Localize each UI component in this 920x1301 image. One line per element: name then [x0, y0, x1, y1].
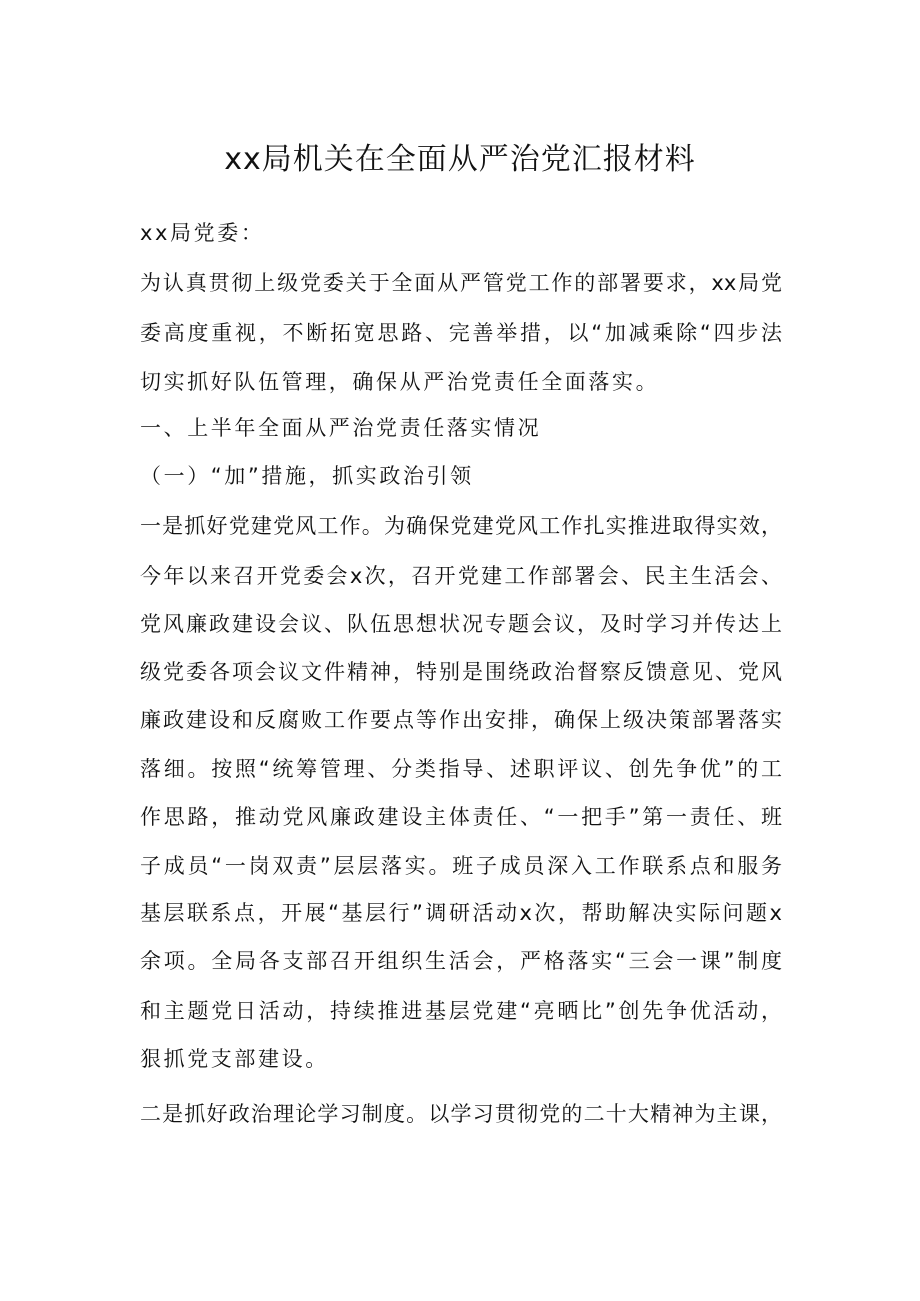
paragraph1-line-11: 和主题党日活动，持续推进基层党建“亮晒比”创先争优活动，	[140, 999, 782, 1023]
intro-line-1: 为认真贯彻上级党委关于全面从严管党工作的部署要求，xx局党	[140, 271, 782, 295]
paragraph1-line-4: 级党委各项会议文件精神，特别是围绕政治督察反馈意见、党风	[140, 660, 782, 684]
paragraph1-line-8: 子成员“一岗双责”层层落实。班子成员深入工作联系点和服务	[140, 854, 782, 878]
intro-line-2: 委高度重视，不断拓宽思路、完善举措，以“加减乘除“四步法	[140, 321, 782, 345]
section-heading: 一、上半年全面从严治党责任落实情况	[140, 416, 542, 440]
paragraph1-line-12: 狠抓党支部建设。	[140, 1047, 329, 1071]
document-title: xx局机关在全面从严治党汇报材料	[224, 142, 696, 177]
paragraph1-line-6: 落细。按照“统筹管理、分类指导、述职评议、创先争优”的工	[140, 757, 782, 781]
paragraph1-line-10: 余项。全局各支部召开组织生活会，严格落实“三会一课”制度	[140, 949, 782, 973]
salutation: xx局党委：	[140, 221, 265, 245]
intro-line-3: 切实抓好队伍管理，确保从严治党责任全面落实。	[140, 370, 660, 394]
paragraph1-line-9: 基层联系点，开展“基层行”调研活动x次，帮助解决实际问题x	[140, 901, 782, 925]
paragraph1-line-2: 今年以来召开党委会x次，召开党建工作部署会、民主生活会、	[140, 564, 782, 588]
paragraph1-line-7: 作思路，推动党风廉政建设主体责任、“一把手”第一责任、班	[140, 805, 782, 829]
paragraph1-line-5: 廉政建设和反腐败工作要点等作出安排，确保上级决策部署落实	[140, 708, 782, 732]
paragraph1-line-3: 党风廉政建设会议、队伍思想状况专题会议，及时学习并传达上	[140, 612, 782, 636]
paragraph2-line-1: 二是抓好政治理论学习制度。以学习贯彻党的二十大精神为主课，	[140, 1102, 782, 1126]
subsection-heading: （一）“加”措施，抓实政治引领	[140, 464, 474, 488]
paragraph1-line-1: 一是抓好党建党风工作。为确保党建党风工作扎实推进取得实效，	[140, 514, 782, 538]
